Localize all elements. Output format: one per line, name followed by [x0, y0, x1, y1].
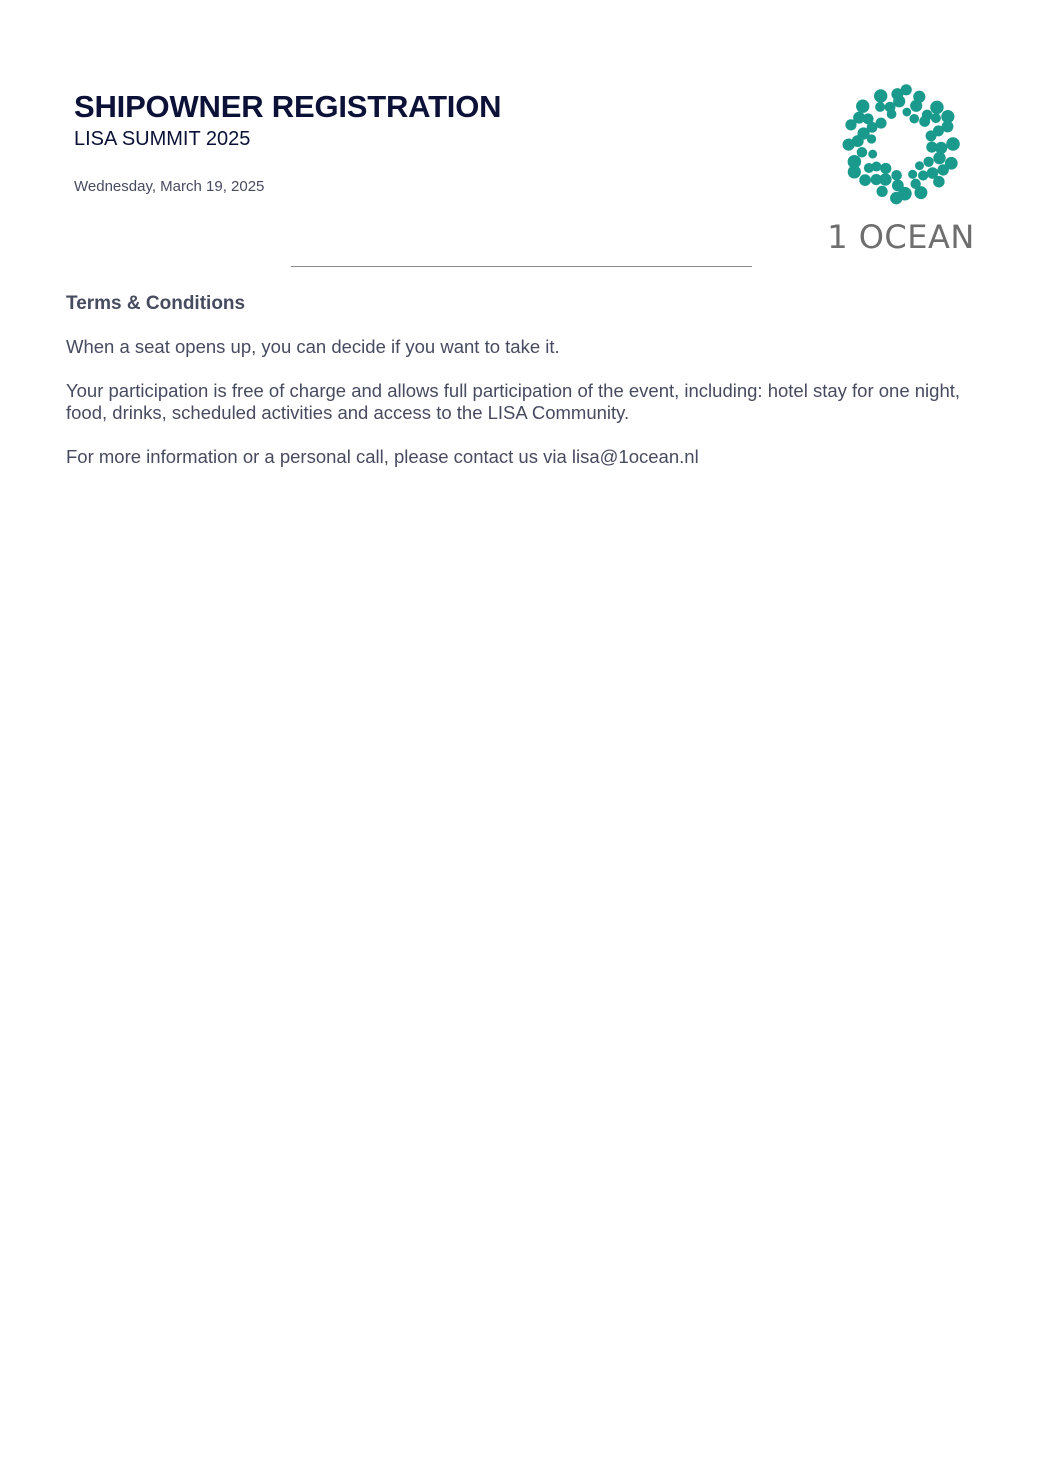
terms-paragraph: For more information or a personal call, please contact us via lisa@1ocean.nl — [66, 446, 699, 467]
logo-dot — [871, 162, 881, 172]
logo-dot — [919, 116, 930, 127]
logo-dot — [910, 100, 922, 112]
logo-dot — [915, 161, 924, 170]
terms-paragraph: Your participation is free of charge and allows full participation of the event, including: hotel stay for one night, food, drinks, scheduled activities and access to the LISA Community. — [66, 380, 961, 423]
logo-dot — [901, 84, 912, 95]
logo-dot — [875, 102, 885, 112]
logo-dot — [909, 114, 919, 124]
terms-section — [66, 291, 966, 490]
logo-dot — [848, 155, 861, 168]
logo-dot — [918, 170, 928, 180]
logo-dot — [938, 164, 949, 175]
logo-dot — [930, 101, 943, 114]
document-date: Wednesday, March 19, 2025 — [74, 178, 265, 195]
logo-dot — [856, 100, 869, 113]
logo-dot — [908, 170, 917, 179]
header-divider — [291, 266, 752, 267]
logo-dot — [876, 118, 887, 129]
logo-dot — [893, 95, 905, 107]
logo-dot — [871, 174, 882, 185]
logo-dot — [867, 134, 876, 143]
logo-dot — [892, 180, 904, 192]
company-logo — [826, 80, 976, 265]
logo-dot — [880, 163, 891, 174]
logo-dot — [926, 141, 937, 152]
logo-dot — [931, 113, 941, 123]
logo-dot — [891, 170, 902, 181]
terms-heading: Terms & Conditions — [66, 293, 246, 314]
logo-dot — [890, 192, 902, 204]
logo-dot — [910, 179, 920, 189]
page-subtitle: LISA SUMMIT 2025 — [74, 128, 251, 150]
page-title: SHIPOWNER REGISTRATION — [74, 89, 502, 124]
logo-dot — [859, 174, 871, 186]
logo-dot — [902, 108, 911, 117]
logo-dot — [876, 186, 887, 197]
document-header — [74, 88, 501, 152]
dotted-ring-logo-icon — [826, 80, 976, 215]
logo-dot — [923, 157, 933, 167]
logo-dot — [868, 150, 877, 159]
logo-wordmark: 1 OCEAN — [827, 218, 975, 256]
logo-dot — [927, 167, 939, 179]
logo-dot — [874, 89, 887, 102]
logo-dot — [857, 147, 868, 158]
logo-dot — [926, 130, 937, 141]
logo-dot — [946, 137, 960, 151]
terms-paragraph: When a seat opens up, you can decide if you want to take it. — [66, 336, 560, 357]
logo-dot — [887, 109, 897, 119]
